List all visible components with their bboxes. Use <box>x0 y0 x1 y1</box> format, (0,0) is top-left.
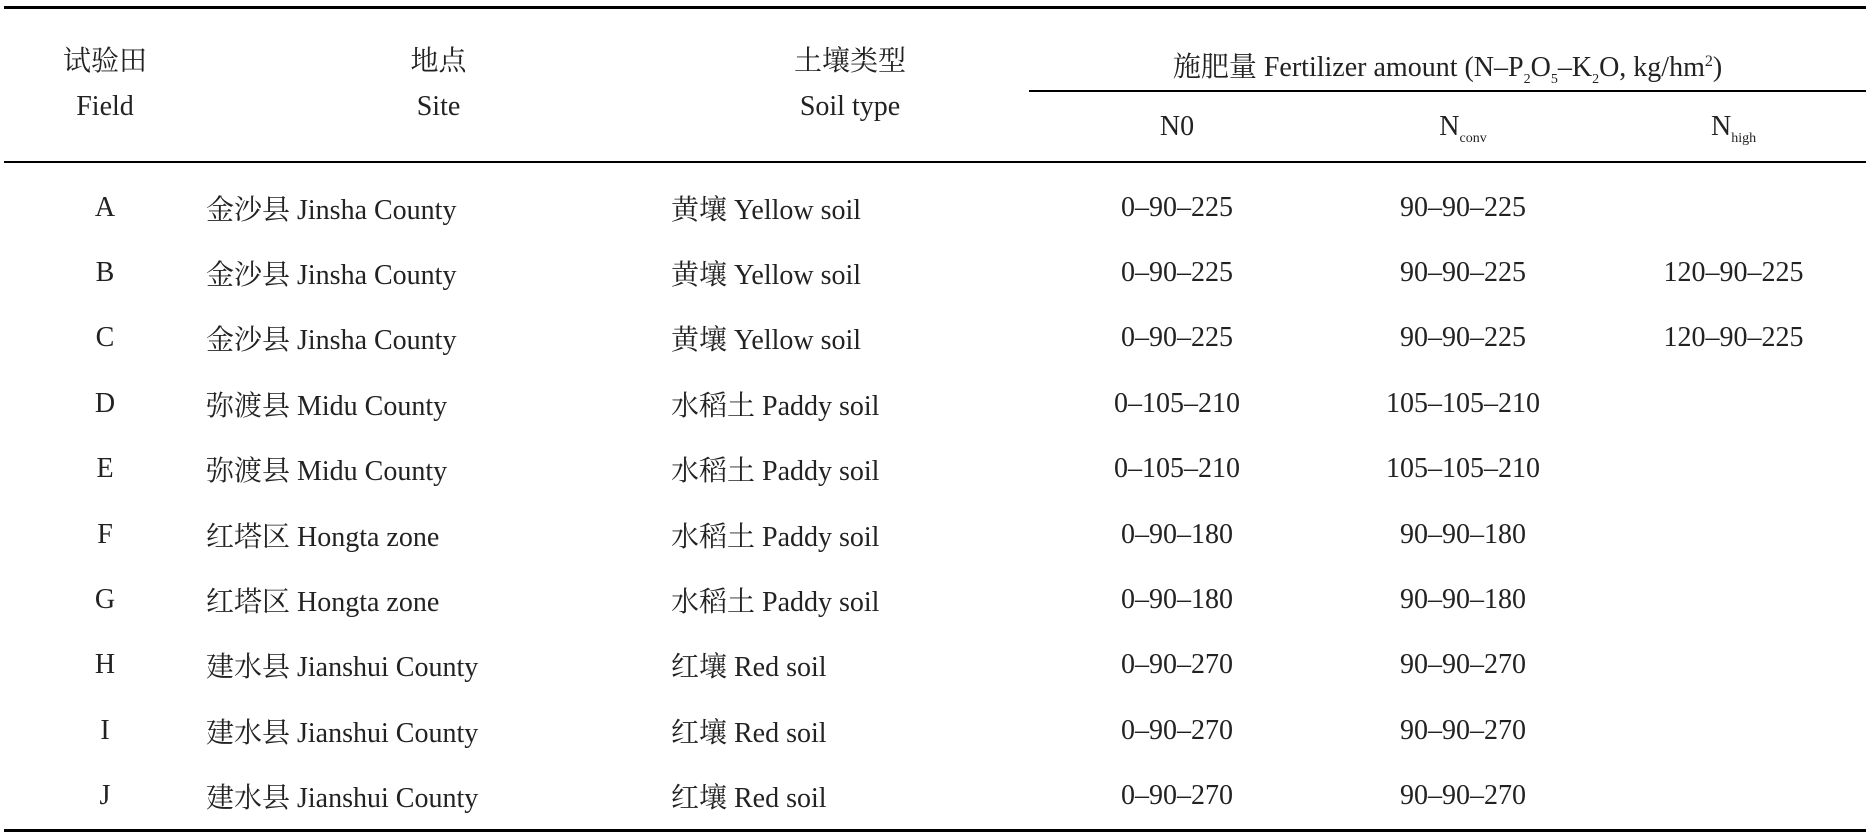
cell-field: H <box>94 649 116 681</box>
nconv-subscript: conv <box>1459 130 1487 146</box>
fertilizer-head-text: 施肥量 Fertilizer amount (N–P <box>1172 52 1524 83</box>
table-header <box>4 8 1866 163</box>
cell-soil: 黄壤 Yellow soil <box>671 194 862 226</box>
cell-nconv: 90–90–270 <box>1400 714 1526 746</box>
cell-n0: 0–105–210 <box>1114 453 1240 485</box>
cell-field: J <box>4 764 206 831</box>
fertilizer-unit: O, kg/hm <box>1599 52 1705 83</box>
header-row-top <box>4 8 1866 92</box>
table-body <box>4 162 1866 830</box>
cell-n0: 0–90–225 <box>1121 257 1233 289</box>
cell-nconv: 90–90–180 <box>1400 584 1526 616</box>
cell-nconv: 90–90–225 <box>1400 191 1526 223</box>
cell-nconv: 90–90–225 <box>1400 322 1526 354</box>
nhigh-base: N <box>1710 110 1732 142</box>
cell-soil: 红壤 Red soil <box>671 764 1029 831</box>
header-site-cn: 地点 <box>410 46 467 78</box>
table-row <box>4 240 1866 305</box>
cell-soil: 水稻土 Paddy soil <box>671 390 880 422</box>
header-field-en: Field <box>76 91 134 122</box>
cell-site: 红塔区 Hongta zone <box>206 521 440 553</box>
cell-nhigh <box>1601 698 1866 763</box>
cell-field: I <box>100 714 110 746</box>
cell-field: E <box>96 453 114 485</box>
cell-nhigh: 120–90–225 <box>1663 322 1804 354</box>
table-row <box>4 764 1866 831</box>
subscript-2: 2 <box>1523 72 1531 87</box>
cell-nhigh <box>1601 764 1866 831</box>
cell-n0: 0–105–210 <box>1114 387 1240 419</box>
cell-site: 金沙县 Jinsha County <box>206 260 457 292</box>
cell-field: G <box>94 584 116 616</box>
table-row <box>4 502 1866 567</box>
header-field-cn: 试验田 <box>62 46 147 78</box>
fertilizer-k: –K <box>1557 52 1593 83</box>
cell-nconv: 90–90–225 <box>1400 257 1526 289</box>
cell-nconv: 90–90–270 <box>1400 649 1526 681</box>
cell-n0: 0–90–270 <box>1121 649 1233 681</box>
cell-site: 金沙县 Jinsha County <box>206 325 457 357</box>
cell-site: 弥渡县 Midu County <box>206 456 448 488</box>
cell-soil: 水稻土 Paddy soil <box>671 456 880 488</box>
cell-field: B <box>95 257 115 289</box>
cell-site: 建水县 Jianshui County <box>206 717 479 749</box>
fertilizer-close: ) <box>1712 52 1723 83</box>
cell-soil: 黄壤 Yellow soil <box>671 260 862 292</box>
cell-field: D <box>94 387 116 419</box>
nconv-base: N <box>1439 110 1460 142</box>
table-row <box>4 162 1866 240</box>
cell-field: F <box>97 518 113 550</box>
cell-nhigh <box>1601 567 1866 632</box>
cell-field: C <box>95 322 115 354</box>
cell-n0: 0–90–180 <box>1121 584 1233 616</box>
nhigh-subscript: high <box>1731 130 1757 146</box>
cell-nconv: 90–90–270 <box>1325 764 1601 831</box>
cell-soil: 红壤 Red soil <box>671 652 827 684</box>
cell-nhigh <box>1601 502 1866 567</box>
cell-site: 红塔区 Hongta zone <box>206 587 440 619</box>
cell-n0: 0–90–225 <box>1121 322 1233 354</box>
cell-site: 弥渡县 Midu County <box>206 390 448 422</box>
cell-nhigh <box>1601 371 1866 436</box>
cell-n0: 0–90–270 <box>1121 714 1233 746</box>
cell-nhigh <box>1601 162 1866 240</box>
table-row <box>4 306 1866 371</box>
cell-nhigh <box>1601 633 1866 698</box>
cell-site: 建水县 Jianshui County <box>206 652 479 684</box>
cell-soil: 红壤 Red soil <box>671 717 827 749</box>
fertilizer-trial-table <box>4 6 1866 832</box>
cell-soil: 黄壤 Yellow soil <box>671 325 862 357</box>
table-row <box>4 437 1866 502</box>
superscript-2: 2 <box>1704 53 1713 70</box>
cell-nconv: 105–105–210 <box>1386 453 1540 485</box>
subscript-2-k: 2 <box>1592 72 1600 87</box>
cell-n0: 0–90–180 <box>1121 518 1233 550</box>
table-row <box>4 633 1866 698</box>
table-row <box>4 567 1866 632</box>
cell-nhigh: 120–90–225 <box>1663 257 1804 289</box>
cell-nconv: 90–90–180 <box>1400 518 1526 550</box>
table-row <box>4 371 1866 436</box>
header-site <box>206 8 671 163</box>
cell-site: 金沙县 Jinsha County <box>206 194 457 226</box>
header-nconv <box>1325 91 1601 162</box>
cell-n0: 0–90–270 <box>1029 764 1325 831</box>
header-fertilizer-amount <box>1029 8 1866 92</box>
header-soil-type <box>671 8 1029 163</box>
fertilizer-o: O <box>1530 52 1551 83</box>
table-row <box>4 698 1866 763</box>
cell-nconv: 105–105–210 <box>1386 387 1540 419</box>
cell-nhigh <box>1601 437 1866 502</box>
subscript-5: 5 <box>1550 72 1558 87</box>
header-site-en: Site <box>416 91 461 122</box>
header-soil-en: Soil type <box>799 91 901 122</box>
cell-n0: 0–90–225 <box>1121 191 1233 223</box>
header-nhigh <box>1601 91 1866 162</box>
cell-site: 建水县 Jianshui County <box>206 764 671 831</box>
header-field <box>4 8 206 163</box>
cell-field: A <box>94 191 116 223</box>
cell-soil: 水稻土 Paddy soil <box>671 521 880 553</box>
cell-soil: 水稻土 Paddy soil <box>671 587 880 619</box>
header-soil-cn: 土壤类型 <box>793 46 906 78</box>
header-n0: N0 <box>1029 91 1325 162</box>
